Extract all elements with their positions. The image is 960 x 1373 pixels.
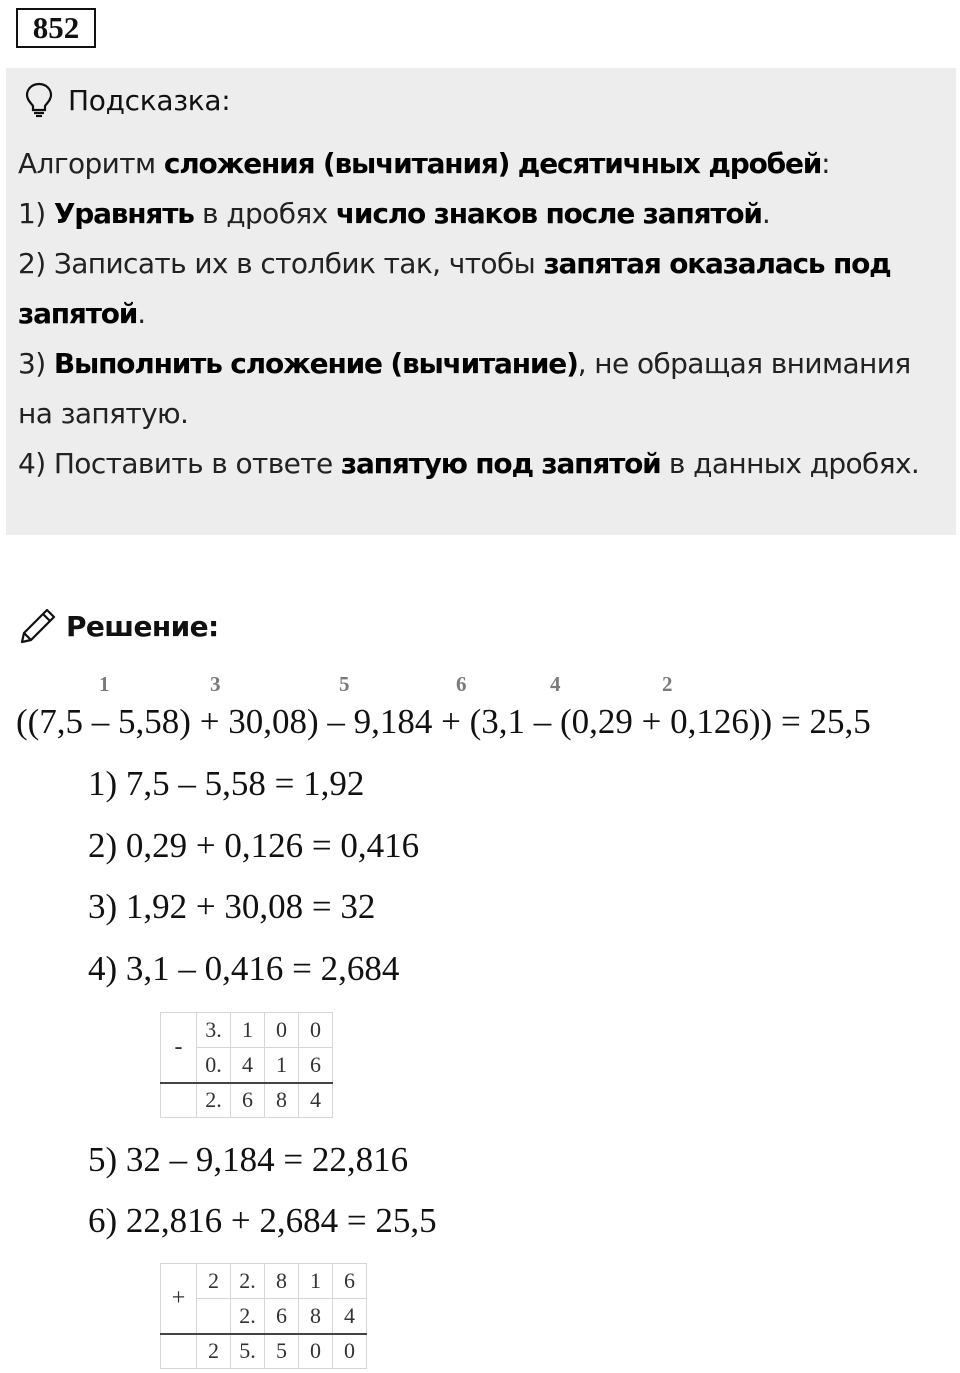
main-expression: ((7,5 – 5,58) + 30,08) – 9,184 + (3,1 – (0,29 + 0,126)) = 25,5 [16,702,871,741]
hint-text: : [821,147,831,180]
hint-bold-text: запятую под запятой [340,447,661,480]
digit-cell: 0 [299,1334,333,1369]
lightbulb-icon [24,82,54,118]
hint-line [18,194,770,234]
hint-text: в данных дробях. [660,447,920,480]
solution-header [18,604,219,648]
hint-line [18,244,891,284]
hint-text: Алгоритм [18,147,164,180]
step-4: 4) 3,1 – 0,416 = 2,684 [88,949,400,988]
operator-sign: - [161,1013,197,1083]
empty-cell [161,1334,197,1369]
digit-cell: 2. [231,1299,265,1334]
hint-header [24,82,230,118]
hint-bold-text: запятой [18,297,138,330]
digit-cell: 4 [231,1048,265,1083]
hint-line [18,344,911,384]
digit-cell: 5. [231,1334,265,1369]
hint-text: 4) Поставить в ответе [18,447,341,480]
order-number: 2 [662,672,673,696]
digit-cell: 2. [231,1264,265,1299]
digit-cell: 6 [231,1083,265,1118]
digit-cell: 8 [265,1083,299,1118]
digit-cell: 0 [265,1013,299,1048]
order-number: 1 [99,672,110,696]
hint-line [18,144,830,184]
digit-cell: 0 [333,1334,367,1369]
hint-text: 3) [18,347,54,380]
hint-text: 2) Записать их в столбик так, чтобы [18,247,544,280]
operator-sign: + [161,1264,197,1334]
hint-bold-text: число знаков после запятой [335,197,762,230]
step-3: 3) 1,92 + 30,08 = 32 [88,887,376,926]
solution-title: Решение: [66,609,219,643]
digit-cell: 4 [299,1083,333,1118]
column-addition [160,1263,367,1369]
hint-bold-text: запятая оказалась под [543,247,891,280]
step-5: 5) 32 – 9,184 = 22,816 [88,1140,409,1179]
hint-bold-text: Уравнять [53,197,194,230]
digit-cell: 1 [299,1264,333,1299]
hint-text: , не обращая внимания [577,347,911,380]
hint-text: . [137,297,146,330]
task-number: 852 [16,8,96,48]
digit-cell [197,1299,231,1334]
hint-text: 1) [18,197,54,230]
digit-cell: 0 [299,1013,333,1048]
hint-text: . [761,197,771,230]
digit-cell: 2 [197,1334,231,1369]
digit-cell: 4 [333,1299,367,1334]
hint-text: на запятую. [18,397,189,430]
empty-cell [161,1083,197,1118]
digit-cell: 6 [299,1048,333,1083]
pencil-icon [18,606,58,646]
hint-line [18,294,146,334]
digit-cell: 3. [197,1013,231,1048]
digit-cell: 8 [299,1299,333,1334]
hint-bold-text: Выполнить сложение (вычитание) [53,347,578,380]
digit-cell: 5 [265,1334,299,1369]
order-number: 4 [550,672,561,696]
digit-cell: 2. [197,1083,231,1118]
hint-title: Подсказка: [68,83,231,117]
digit-cell: 6 [265,1299,299,1334]
digit-cell: 8 [265,1264,299,1299]
order-number: 6 [456,672,467,696]
hint-bold-text: сложения (вычитания) десятичных дробей [163,147,822,180]
hint-line [18,444,919,484]
digit-cell: 0. [197,1048,231,1083]
step-1: 1) 7,5 – 5,58 = 1,92 [88,764,365,803]
hint-line [18,394,188,434]
step-2: 2) 0,29 + 0,126 = 0,416 [88,826,420,865]
step-6: 6) 22,816 + 2,684 = 25,5 [88,1201,437,1240]
digit-cell: 1 [231,1013,265,1048]
column-subtraction [160,1012,333,1118]
order-number: 5 [339,672,350,696]
digit-cell: 2 [197,1264,231,1299]
digit-cell: 1 [265,1048,299,1083]
hint-box [6,68,956,535]
hint-text: в дробях [193,197,336,230]
digit-cell: 6 [333,1264,367,1299]
order-number: 3 [210,672,221,696]
